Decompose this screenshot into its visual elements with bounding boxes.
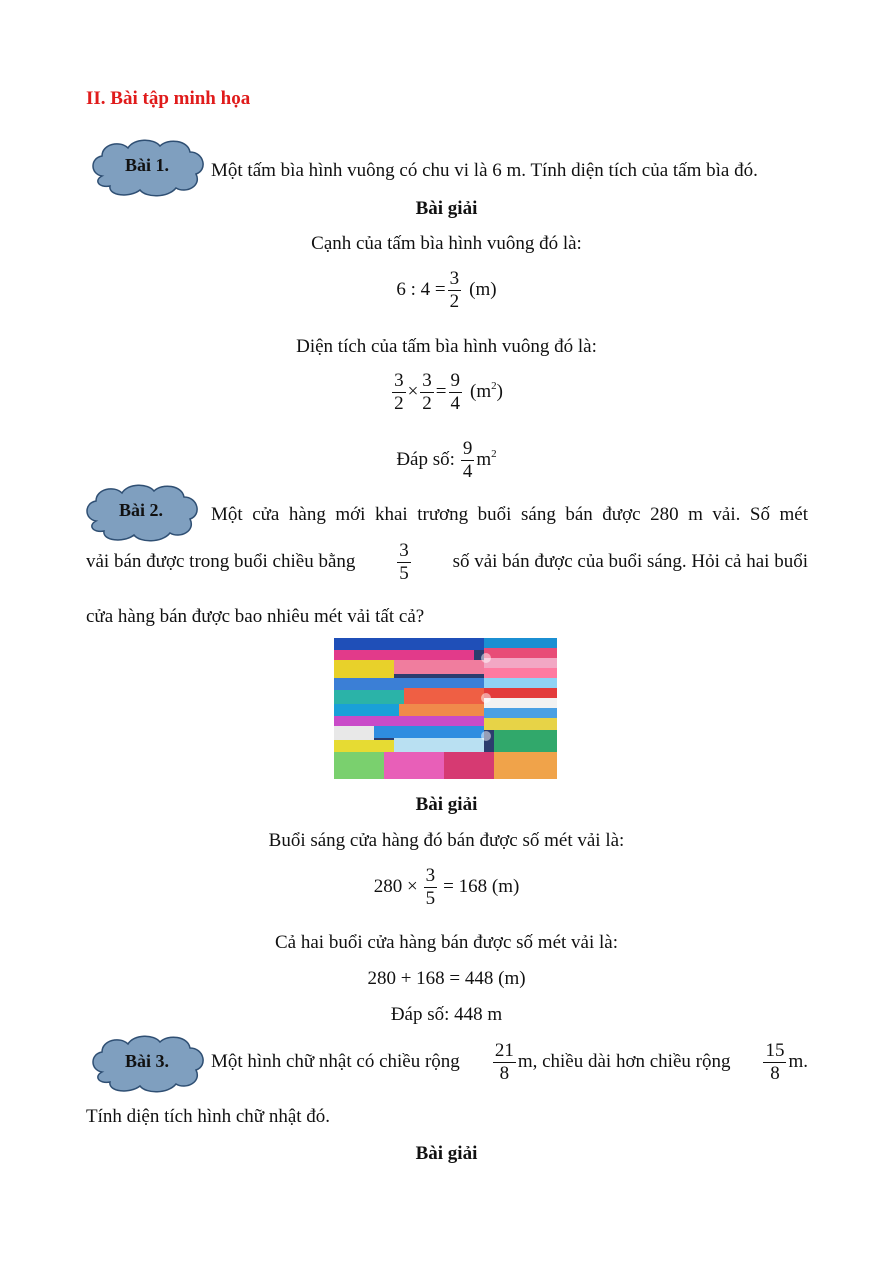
- bai1-step2-fraction-2: [420, 370, 434, 415]
- bai1-solution-heading: Bài giải: [415, 198, 478, 219]
- bai2-badge-label: Bài 2.: [118, 500, 163, 520]
- bai2-step1-right: = 168 (m): [443, 876, 520, 898]
- fabric-rolls-illustration: [334, 638, 557, 779]
- bai3-problem-b: m, chiều dài hơn chiều rộng: [517, 1051, 731, 1073]
- bai1-step2-expr: [0, 370, 893, 415]
- bai1-step1-text: Cạnh của tấm bìa hình vuông đó là:: [311, 233, 582, 254]
- bai3-problem-line2: Tính diện tích hình chữ nhật đó.: [86, 1106, 331, 1127]
- fraction-denominator: 2: [449, 290, 460, 312]
- bai2-step2-text: Cả hai buổi cửa hàng bán được số mét vải là:: [275, 932, 618, 953]
- bai3-badge-label: Bài 3.: [124, 1051, 169, 1071]
- bai3-badge: [88, 1032, 210, 1096]
- bai2-answer: Đáp số: 448 m: [390, 1004, 503, 1025]
- bai2-problem-line2-b: số vải bán được của buổi sáng. Hỏi cả hai buổi: [452, 551, 808, 573]
- bai1-step1-fraction: [448, 268, 462, 313]
- fabric-rolls-image: [334, 638, 557, 779]
- bai3-problem-line1: [211, 1040, 808, 1085]
- fraction-denominator: 5: [399, 562, 409, 584]
- unit-exponent: 2: [491, 448, 497, 461]
- bai3-problem-a: Một hình chữ nhật có chiều rộng: [211, 1051, 460, 1073]
- bai1-step2-unit: [470, 381, 503, 403]
- bai2-problem-line3: cửa hàng bán được bao nhiêu mét vải tất cả?: [86, 606, 425, 627]
- fraction-numerator: 3: [449, 268, 460, 289]
- bai2-badge: [82, 481, 204, 545]
- fraction-numerator: 9: [450, 370, 460, 391]
- fraction-numerator: 3: [422, 370, 432, 391]
- bai1-answer-unit: [476, 449, 496, 471]
- bai1-badge-label: Bài 1.: [124, 155, 169, 175]
- bai2-step1-expr: [0, 865, 893, 910]
- bai2-step1-fraction: [424, 865, 438, 910]
- bai1-badge: [88, 136, 210, 200]
- fraction-denominator: 2: [422, 392, 432, 414]
- unit-exponent: 2: [491, 380, 497, 393]
- bai1-answer: [0, 438, 893, 483]
- unit-base: m: [476, 449, 492, 471]
- bai2-step1-left: 280 ×: [373, 876, 418, 898]
- bai1-step2-fraction-3: [449, 370, 463, 415]
- fraction-denominator: 4: [450, 392, 460, 414]
- bai3-fraction-1: [493, 1040, 516, 1085]
- fraction-denominator: 2: [394, 392, 404, 414]
- bai1-step2-text: Diện tích của tấm bìa hình vuông đó là:: [296, 336, 597, 357]
- fraction-numerator: 3: [425, 865, 436, 886]
- bai2-problem-fraction: [397, 540, 411, 585]
- fraction-numerator: 3: [394, 370, 404, 391]
- bai1-problem: Một tấm bìa hình vuông có chu vi là 6 m. Tính diện tích của tấm bìa đó.: [211, 160, 758, 181]
- bai2-problem-line1: Một cửa hàng mới khai trương buổi sáng bán được 280 m vải. Số mét: [211, 504, 808, 525]
- bai2-problem-line2-a: vải bán được trong buổi chiều bằng: [86, 551, 356, 573]
- equals-sign: =: [435, 381, 447, 403]
- bai1-step2-fraction-1: [392, 370, 406, 415]
- bai1-step1-unit: (m): [469, 279, 497, 301]
- fraction-denominator: 5: [425, 887, 436, 909]
- fraction-numerator: 3: [399, 540, 409, 561]
- fraction-denominator: 4: [462, 460, 473, 482]
- bai2-problem-line2: [86, 540, 808, 585]
- bai1-answer-label: Đáp số:: [396, 449, 455, 471]
- bai1-step1-left: 6 : 4 =: [396, 279, 446, 301]
- times-sign: ×: [407, 381, 419, 403]
- bai2-solution-heading: Bài giải: [415, 794, 478, 815]
- bai2-step2-expr: 280 + 168 = 448 (m): [367, 968, 526, 989]
- unit-base: (m: [470, 381, 492, 403]
- fraction-denominator: 8: [499, 1062, 510, 1084]
- fraction-numerator: 15: [765, 1040, 785, 1061]
- bai2-step1-text: Buổi sáng cửa hàng đó bán được số mét vải là:: [268, 830, 625, 851]
- fraction-denominator: 8: [770, 1062, 780, 1084]
- bai3-problem-c: m.: [788, 1051, 808, 1073]
- bai1-step1-expr: [0, 268, 893, 313]
- bai1-answer-fraction: [461, 438, 475, 483]
- section-title: II. Bài tập minh họa: [86, 88, 251, 109]
- bai3-solution-heading: Bài giải: [415, 1143, 478, 1164]
- bai3-fraction-2: [763, 1040, 786, 1085]
- fraction-numerator: 21: [494, 1040, 514, 1061]
- unit-close: ): [496, 381, 503, 403]
- fraction-numerator: 9: [462, 438, 473, 459]
